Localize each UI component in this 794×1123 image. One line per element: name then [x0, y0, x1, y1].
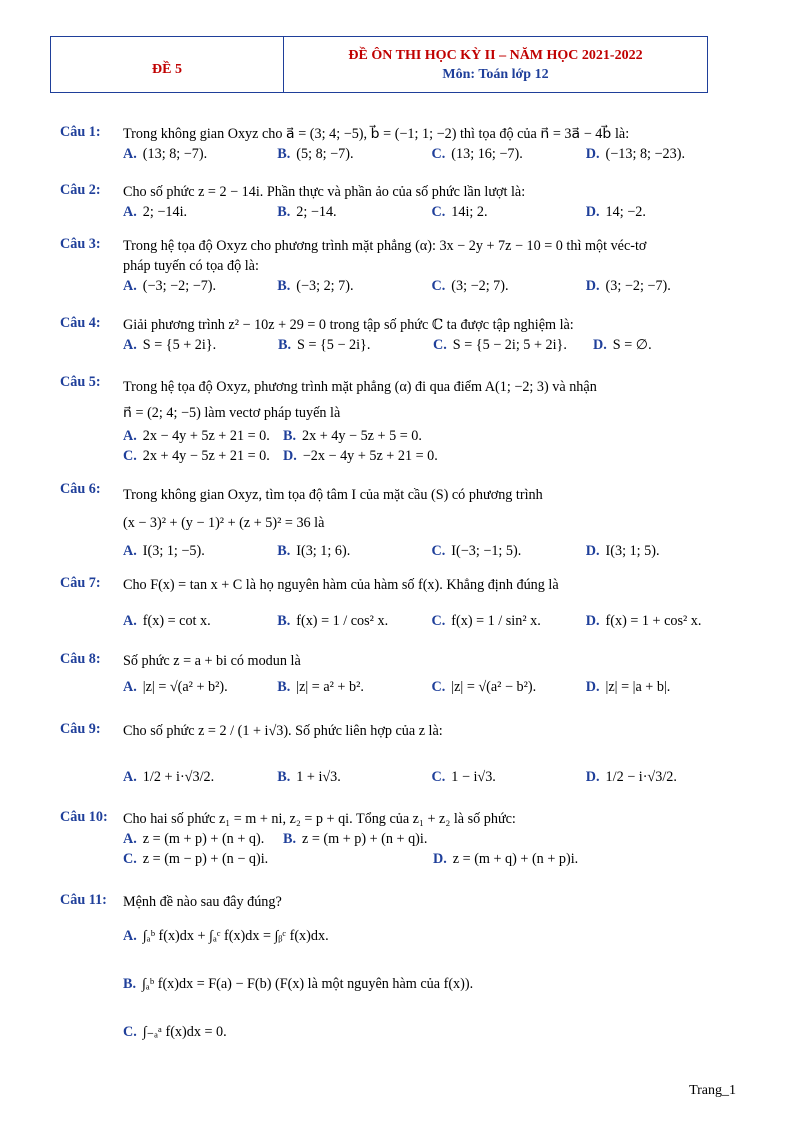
question-10	[60, 809, 740, 869]
option-b[interactable]: B. 2; −14.	[277, 204, 337, 220]
option-c[interactable]: C. 1 − i√3.	[431, 769, 496, 785]
question-stem: Cho F(x) = tan x + C là họ nguyên hàm của hàm số f(x). Khẳng định đúng là	[123, 577, 559, 593]
question-stem: Trong hệ tọa độ Oxyz, phương trình mặt phẳng (α) đi qua điểm A(1; −2; 3) và nhận	[123, 379, 597, 395]
page-number: Trang_1	[689, 1083, 736, 1098]
question-stem-line2: n⃗ = (2; 4; −5) làm vectơ pháp tuyến là	[123, 405, 341, 421]
option-a[interactable]: A. z = (m + p) + (n + q).	[123, 831, 265, 847]
option-c[interactable]: C. (3; −2; 7).	[431, 278, 509, 294]
option-b[interactable]: B. 1 + i√3.	[277, 769, 341, 785]
option-d[interactable]: D. 14; −2.	[585, 204, 646, 220]
option-a[interactable]: A. I(3; 1; −5).	[123, 543, 205, 559]
option-a[interactable]: A. 2; −14i.	[123, 204, 188, 220]
question-stem: Giải phương trình z² − 10z + 29 = 0 trong tập số phức ℂ ta được tập nghiệm là:	[123, 317, 574, 333]
option-a[interactable]: A. 2x − 4y + 5z + 21 = 0.	[123, 428, 270, 444]
question-stem: Cho số phức z = 2 − 14i. Phần thực và phần ảo của số phức lần lượt là:	[123, 184, 526, 200]
exam-header	[50, 36, 708, 93]
option-b[interactable]: B. (−3; 2; 7).	[277, 278, 354, 294]
exam-title-block	[284, 37, 707, 92]
question-label: Câu 2:	[60, 182, 101, 198]
question-label: Câu 6:	[60, 481, 101, 497]
option-d[interactable]: D. 1/2 − i·√3/2.	[585, 769, 677, 785]
question-4	[60, 315, 740, 355]
option-c[interactable]: C. z = (m − p) + (n − q)i.	[123, 851, 269, 867]
option-a[interactable]: A. (13; 8; −7).	[123, 146, 208, 162]
option-b[interactable]: B. |z| = a² + b².	[277, 679, 364, 695]
question-3	[60, 236, 740, 296]
option-d[interactable]: D. (3; −2; −7).	[585, 278, 671, 294]
question-5	[60, 374, 740, 466]
question-9	[60, 721, 740, 787]
option-b[interactable]: B. z = (m + p) + (n + q)i.	[283, 831, 428, 847]
option-b[interactable]: B. (5; 8; −7).	[277, 146, 354, 162]
question-1	[60, 124, 740, 164]
question-stem: Số phức z = a + bi có modun là	[123, 653, 301, 669]
option-d[interactable]: D. z = (m + q) + (n + p)i.	[433, 851, 579, 867]
option-a[interactable]: A. 1/2 + i·√3/2.	[123, 769, 215, 785]
question-11	[60, 892, 740, 1042]
option-c[interactable]: C. ∫₋ₐᵃ f(x)dx = 0.	[123, 1024, 227, 1040]
question-label: Câu 5:	[60, 374, 101, 390]
question-7	[60, 575, 740, 631]
question-stem: Trong hệ tọa độ Oxyz cho phương trình mặt phẳng (α): 3x − 2y + 7z − 10 = 0 thì một véc-tơ	[123, 238, 647, 254]
question-stem: Mệnh đề nào sau đây đúng?	[123, 894, 282, 910]
question-label: Câu 4:	[60, 315, 101, 331]
option-c[interactable]: C. |z| = √(a² − b²).	[431, 679, 537, 695]
option-a[interactable]: A. S = {5 + 2i}.	[123, 337, 217, 353]
question-label: Câu 1:	[60, 124, 101, 140]
option-a[interactable]: A. ∫ₐᵇ f(x)dx + ∫ₐᶜ f(x)dx = ∫ᵦᶜ f(x)dx.	[123, 928, 329, 944]
question-stem: Cho hai số phức z₁ = m + ni, z₂ = p + qi. Tổng của z₁ + z₂ là số phức:	[123, 811, 516, 827]
option-a[interactable]: A. |z| = √(a² + b²).	[123, 679, 228, 695]
option-b[interactable]: B. S = {5 − 2i}.	[278, 337, 371, 353]
question-stem-line2: pháp tuyến có tọa độ là:	[123, 258, 259, 274]
option-d[interactable]: D. |z| = |a + b|.	[585, 679, 671, 695]
option-b[interactable]: B. f(x) = 1 / cos² x.	[277, 613, 389, 629]
question-stem-line2: (x − 3)² + (y − 1)² + (z + 5)² = 36 là	[123, 515, 325, 531]
option-b[interactable]: B. I(3; 1; 6).	[277, 543, 351, 559]
option-c[interactable]: C. S = {5 − 2i; 5 + 2i}.	[433, 337, 567, 353]
question-stem: Cho số phức z = 2 / (1 + i√3). Số phức liên hợp của z là:	[123, 723, 443, 739]
option-d[interactable]: D. (−13; 8; −23).	[585, 146, 685, 162]
question-label: Câu 8:	[60, 651, 101, 667]
question-8	[60, 651, 740, 697]
option-d[interactable]: D. f(x) = 1 + cos² x.	[585, 613, 702, 629]
option-b[interactable]: B. ∫ₐᵇ f(x)dx = F(a) − F(b) (F(x) là một nguyên hàm của f(x)).	[123, 976, 474, 992]
question-label: Câu 10:	[60, 809, 108, 825]
option-d[interactable]: D. I(3; 1; 5).	[585, 543, 660, 559]
option-c[interactable]: C. I(−3; −1; 5).	[431, 543, 522, 559]
exam-code: ĐỀ 5	[51, 37, 284, 92]
question-6	[60, 481, 740, 565]
question-label: Câu 7:	[60, 575, 101, 591]
option-d[interactable]: D. −2x − 4y + 5z + 21 = 0.	[283, 448, 438, 464]
option-c[interactable]: C. 14i; 2.	[431, 204, 488, 220]
exam-subject: Môn: Toán lớp 12	[442, 66, 549, 82]
option-a[interactable]: A. (−3; −2; −7).	[123, 278, 217, 294]
option-b[interactable]: B. 2x + 4y − 5z + 5 = 0.	[283, 428, 422, 444]
option-c[interactable]: C. f(x) = 1 / sin² x.	[431, 613, 541, 629]
question-stem: Trong không gian Oxyz cho a⃗ = (3; 4; −5), b⃗ = (−1; 1; −2) thì tọa độ của n⃗ = 3a⃗ − 4b⃗ là:	[123, 126, 630, 142]
option-c[interactable]: C. (13; 16; −7).	[431, 146, 523, 162]
question-label: Câu 3:	[60, 236, 101, 252]
question-2	[60, 182, 740, 222]
exam-title: ĐỀ ÔN THI HỌC KỲ II – NĂM HỌC 2021-2022	[348, 47, 643, 63]
question-label: Câu 11:	[60, 892, 107, 908]
option-a[interactable]: A. f(x) = cot x.	[123, 613, 211, 629]
option-d[interactable]: D. S = ∅.	[593, 337, 652, 353]
option-c[interactable]: C. 2x + 4y − 5z + 21 = 0.	[123, 448, 270, 464]
question-stem: Trong không gian Oxyz, tìm tọa độ tâm I của mặt cầu (S) có phương trình	[123, 487, 543, 503]
question-label: Câu 9:	[60, 721, 101, 737]
